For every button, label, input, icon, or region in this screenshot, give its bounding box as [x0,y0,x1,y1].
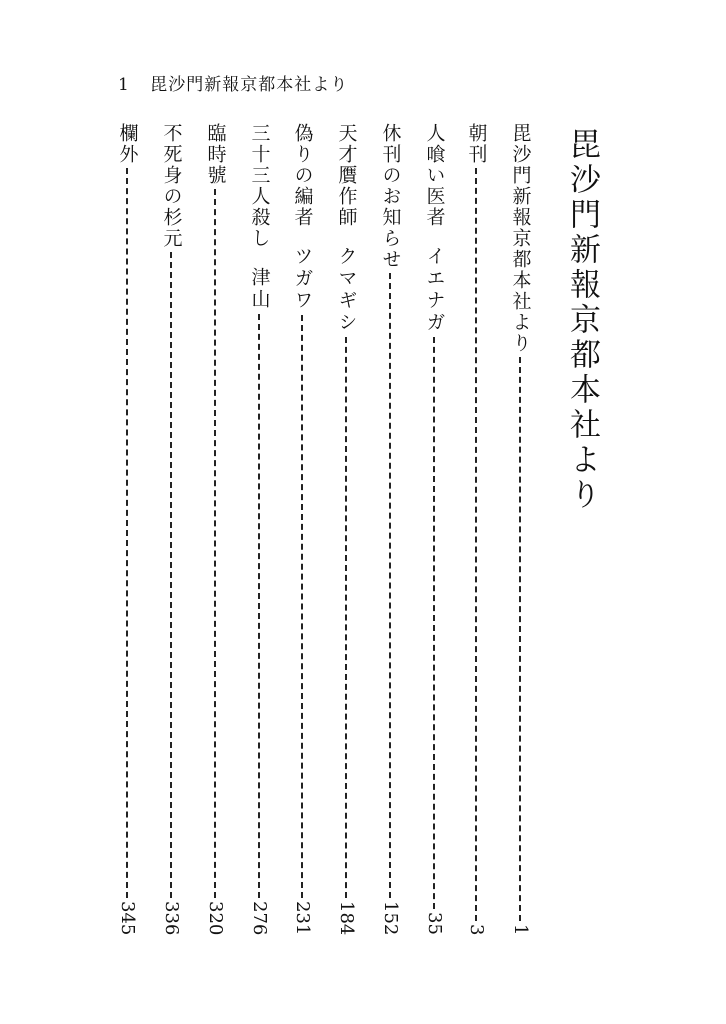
toc-leader-dots [345,337,347,898]
toc-leader-dots [258,314,260,898]
toc-entry-title: 臨時號 [204,123,227,186]
toc-entry-author: 津山 [248,267,271,311]
toc-entry-title: 毘沙門新報京都本社より [509,123,532,354]
toc-entry[interactable] [505,123,535,935]
toc-leader-dots [126,168,128,898]
toc-entry[interactable] [200,123,230,935]
toc-entry-page: 3 [466,923,487,935]
toc-entry[interactable] [156,123,186,935]
toc-entry-page: 1 [510,923,531,935]
running-header [118,70,348,95]
toc-leader-dots [519,357,521,921]
toc-entry-page: 336 [161,900,182,935]
toc-entry-title: 三十三人殺し [248,123,271,249]
toc-entry-title: 休刊のお知らせ [379,123,402,270]
toc-entry[interactable] [419,123,449,935]
header-page-number: 1 [118,75,130,95]
toc-leader-dots [170,252,172,898]
toc-entry-page: 152 [380,900,401,935]
toc-entry-author: クマギシ [335,246,358,334]
toc-entry-author: イエナガ [423,246,446,334]
toc-entry[interactable] [287,123,317,935]
toc-entry-title: 人喰い医者 [423,123,446,228]
toc-entry[interactable] [112,123,142,935]
toc-entry-page: 276 [249,900,270,935]
toc-entry-title: 不死身の杉元 [160,123,183,249]
toc-entry[interactable] [375,123,405,935]
chapter-title: 毘沙門新報京都本社より [564,128,600,513]
toc-entry[interactable] [331,123,361,935]
toc-entry-page: 320 [205,900,226,935]
toc-entry[interactable] [244,123,274,935]
toc-leader-dots [389,273,391,898]
toc-entry-page: 35 [424,912,445,935]
toc-entry[interactable] [461,123,491,935]
toc-entry-title: 偽りの編者 [291,123,314,228]
header-running-title: 毘沙門新報京都本社より [150,75,349,95]
toc-entry-page: 231 [292,900,313,935]
toc-entry-title: 朝刊 [465,123,488,165]
toc-entry-title: 天才贋作師 [335,123,358,228]
toc-entry-title: 欄外 [116,123,139,165]
toc-entry-page: 184 [336,900,357,935]
toc-entry-author: ツガワ [291,246,314,312]
toc-leader-dots [214,189,216,898]
toc-leader-dots [301,315,303,898]
toc-leader-dots [433,337,435,909]
toc-entry-page: 345 [117,900,138,935]
toc-leader-dots [475,168,477,921]
